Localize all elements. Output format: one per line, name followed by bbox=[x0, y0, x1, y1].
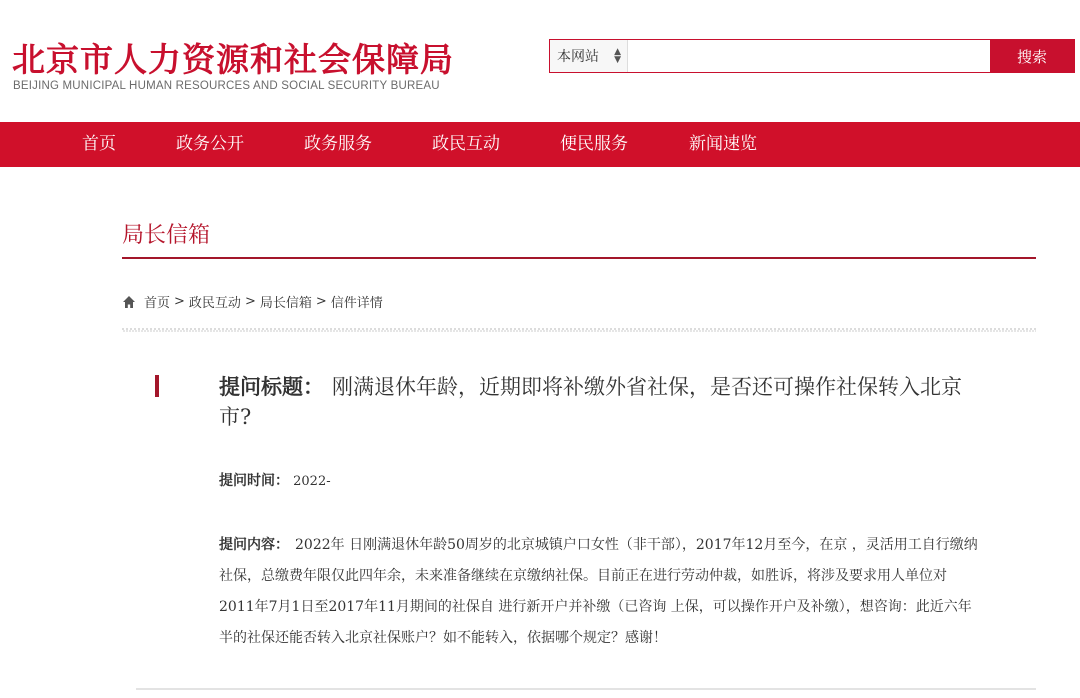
question-time-label: 提问时间： bbox=[219, 473, 289, 489]
breadcrumb-interaction[interactable]: 政民互动 bbox=[188, 296, 241, 311]
question-content-text: 2022年 日刚满退休年龄50周岁的北京城镇户口女性（非干部），2017年12月至今，在京 ，灵活用工自行缴纳社保，总缴费年限仅此四年余，未来准备继续在京缴纳社保。目前正在进行劳动仲裁，如胜诉，将涉及要求用人单位对2011年7月1日至2017年11月期间的社保自 进行新开户并补缴（已咨询 上保，可以操作开户及补缴），想咨询：此近六年半的社保还能否转入北京社保账户？如不能转入，依据哪个规定？感谢！ bbox=[219, 537, 978, 646]
search-button[interactable]: 搜索 bbox=[990, 40, 1074, 72]
breadcrumb-separator: > bbox=[244, 294, 256, 309]
nav-item-public-services[interactable]: 便民服务 bbox=[560, 134, 628, 154]
question-title-label: 提问标题： bbox=[219, 374, 324, 399]
search-scope-select[interactable] bbox=[550, 40, 628, 72]
section-title: 局长信箱 bbox=[122, 223, 211, 248]
home-icon bbox=[122, 295, 136, 309]
org-logo-subtitle: BEIJING MUNICIPAL HUMAN RESOURCES AND SOCIAL SECURITY BUREAU bbox=[13, 80, 440, 92]
main-nav bbox=[0, 122, 1080, 167]
breadcrumb-separator: > bbox=[315, 294, 327, 309]
nav-item-gov-services[interactable]: 政务服务 bbox=[304, 134, 372, 154]
breadcrumb-separator: > bbox=[174, 294, 185, 309]
section-divider bbox=[122, 257, 1036, 259]
nav-item-interaction[interactable]: 政民互动 bbox=[432, 134, 500, 154]
select-arrows-icon: ▲ ▼ bbox=[614, 47, 621, 65]
question-content-label: 提问内容： bbox=[219, 537, 289, 553]
dotted-divider bbox=[122, 328, 1036, 332]
search-scope-value: 本网站 bbox=[557, 49, 599, 65]
breadcrumb bbox=[122, 292, 383, 311]
nav-item-gov-affairs-open[interactable]: 政务公开 bbox=[176, 134, 244, 154]
breadcrumb-current: 信件详情 bbox=[330, 296, 383, 311]
nav-item-home[interactable]: 首页 bbox=[82, 134, 116, 154]
breadcrumb-home[interactable]: 首页 bbox=[144, 296, 171, 311]
search-bar bbox=[549, 39, 1075, 73]
bottom-divider bbox=[136, 688, 1036, 690]
question-title bbox=[219, 372, 989, 432]
question-title-text: 刚满退休年龄，近期即将补缴外省社保，是否还可操作社保转入北京市? bbox=[219, 375, 962, 429]
org-logo-title[interactable]: 北京市人力资源和社会保障局 bbox=[12, 40, 454, 79]
question-time-value: 2022- bbox=[293, 474, 331, 489]
nav-item-news[interactable]: 新闻速览 bbox=[689, 134, 757, 154]
search-input[interactable] bbox=[628, 40, 990, 72]
question-time bbox=[219, 470, 331, 490]
question-content bbox=[219, 530, 979, 654]
breadcrumb-director-mailbox[interactable]: 局长信箱 bbox=[259, 296, 312, 311]
title-marker bbox=[155, 375, 159, 397]
